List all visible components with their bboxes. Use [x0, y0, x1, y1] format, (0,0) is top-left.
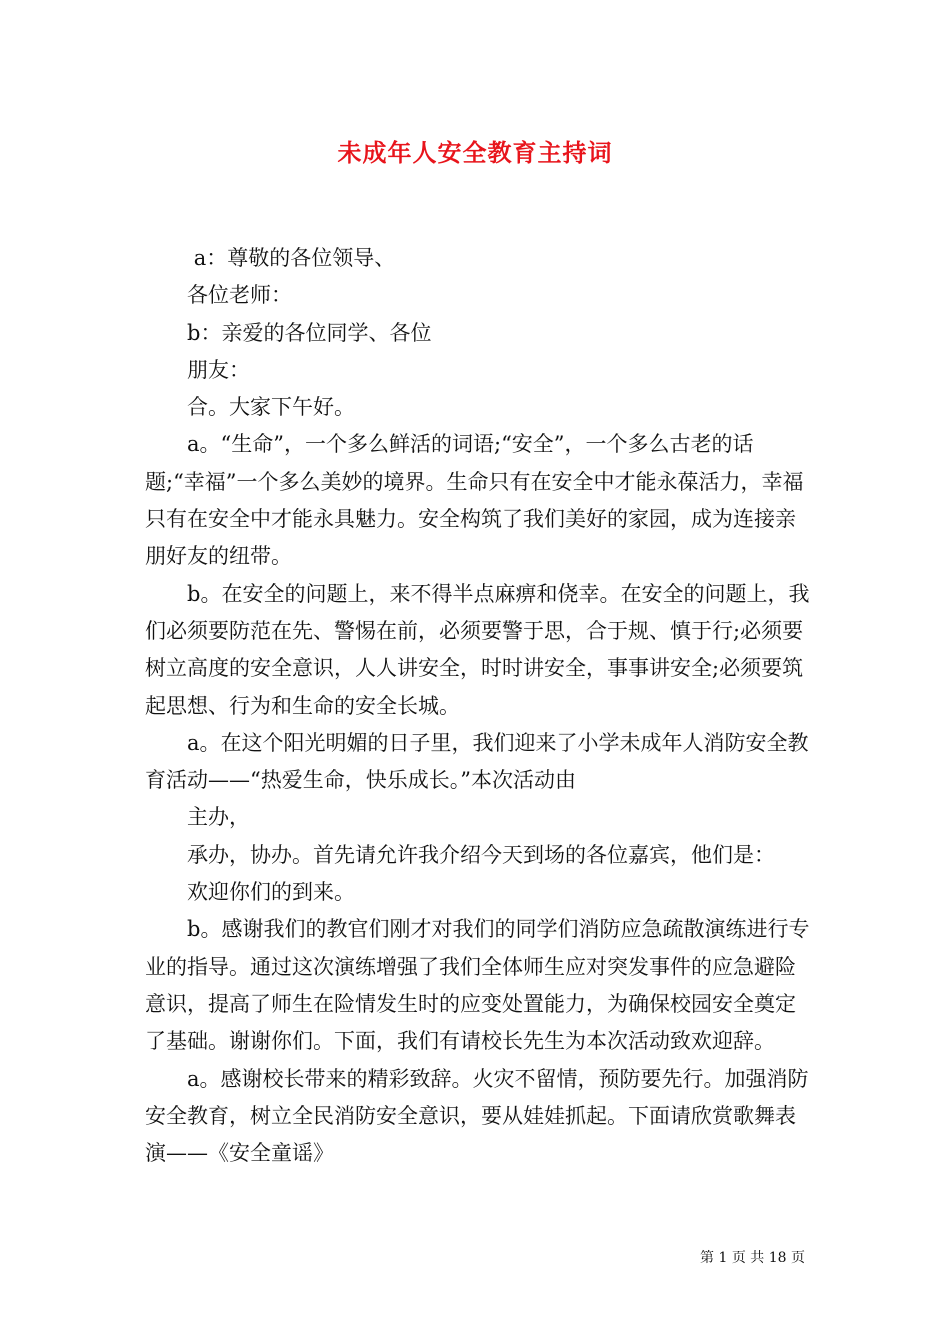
- paragraph: a。“生命”，一个多么鲜活的词语;“安全”，一个多么古老的话题;“幸福”一个多么美妙的境界。生命只有在安全中才能永葆活力，幸福只有在安全中才能永具魅力。安全构筑了我们美好的家园，成为连接亲朋好友的纽带。: [145, 432, 804, 569]
- paragraph: 朋友：: [187, 357, 250, 382]
- paragraph: 欢迎你们的到来。: [187, 880, 355, 905]
- paragraph: 承办，协办。首先请允许我介绍今天到场的各位嘉宾，他们是：: [187, 842, 775, 867]
- paragraph: a：尊敬的各位领导、: [187, 246, 396, 270]
- paragraph: 主办，: [187, 805, 250, 830]
- paragraph: b：亲爱的各位同学、各位: [187, 320, 432, 345]
- paragraph: a。在这个阳光明媚的日子里，我们迎来了小学未成年人消防安全教育活动——“热爱生命，快乐成长。”本次活动由: [145, 730, 809, 793]
- document-body: [145, 240, 810, 1172]
- page-number-footer: 第 1 页 共 18 页: [700, 1250, 805, 1266]
- paragraph: b。在安全的问题上，来不得半点麻痹和侥幸。在安全的问题上，我们必须要防范在先、警惕在前，必须要警于思，合于规、慎于行;必须要树立高度的安全意识，人人讲安全，时时讲安全，事事讲安全;必须要筑起思想、行为和生命的安全长城。: [145, 581, 810, 718]
- paragraph: 合。大家下午好。: [187, 395, 355, 420]
- paragraph: b。感谢我们的教官们刚才对我们的同学们消防应急疏散演练进行专业的指导。通过这次演练增强了我们全体师生应对突发事件的应急避险意识，提高了师生在险情发生时的应变处置能力，为确保校园安全奠定了基础。谢谢你们。下面，我们有请校长先生为本次活动致欢迎辞。: [145, 917, 810, 1054]
- document-title: 未成年人安全教育主持词: [337, 138, 613, 167]
- paragraph: a。感谢校长带来的精彩致辞。火灾不留情，预防要先行。加强消防安全教育，树立全民消防安全意识，要从娃娃抓起。下面请欣赏歌舞表演——《安全童谣》: [145, 1066, 809, 1166]
- paragraph: 各位老师：: [187, 283, 292, 308]
